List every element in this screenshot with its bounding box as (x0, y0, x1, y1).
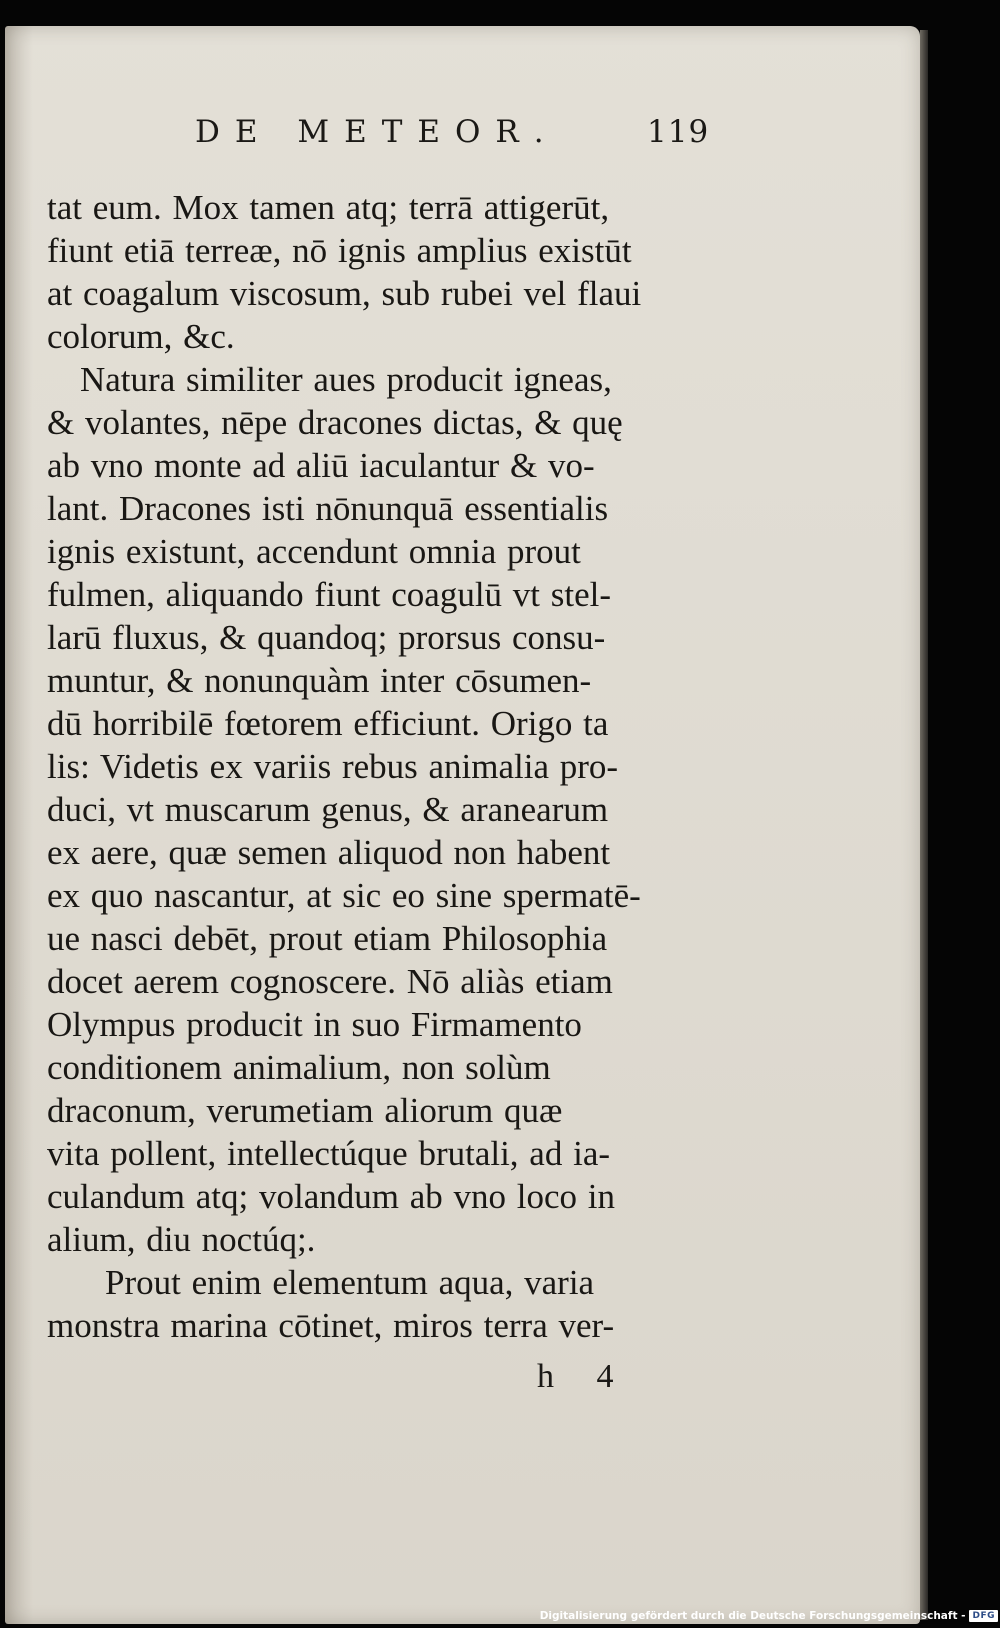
text-line: alium, diu noctúq;. (47, 1220, 316, 1259)
text-line: culandum atq; volandum ab vno loco in (47, 1177, 616, 1216)
text-line: Prout enim elementum aqua, varia (105, 1263, 595, 1302)
text-line: & volantes, nēpe dracones dictas, & quę (47, 403, 623, 442)
page-header (5, 114, 710, 164)
book-page (5, 26, 920, 1624)
text-line: fulmen, aliquando fiunt coagulū vt stel- (47, 575, 612, 614)
text-line: Olympus producit in suo Firmamento (47, 1005, 582, 1044)
signature-mark: h 4 (537, 1358, 614, 1395)
text-line: dū horribilē fœtorem efficiunt. Origo ta (47, 704, 609, 743)
text-line: fiunt etiā terreæ, nō ignis amplius existūt (47, 231, 632, 270)
text-line: larū fluxus, & quandoq; prorsus consu- (47, 618, 606, 657)
text-line: lis: Videtis ex variis rebus animalia pro- (47, 747, 619, 786)
digitization-credit (540, 1607, 998, 1625)
text-line: tat eum. Mox tamen atq; terrā attigerūt, (47, 188, 610, 227)
text-line: ab vno monte ad aliū iaculantur & vo- (47, 446, 595, 485)
text-line: conditionem animalium, non solùm (47, 1048, 551, 1087)
text-line: draconum, verumetiam aliorum quæ (47, 1091, 563, 1130)
dfg-logo: DFG (969, 1610, 998, 1622)
text-line: ignis existunt, accendunt omnia prout (47, 532, 581, 571)
text-line: at coagalum viscosum, sub rubei vel flaui (47, 274, 642, 313)
text-line: monstra marina cōtinet, miros terra ver- (47, 1306, 615, 1345)
text-line: duci, vt muscarum genus, & aranearum (47, 790, 609, 829)
text-line: docet aerem cognoscere. Nō aliàs etiam (47, 962, 613, 1001)
text-line: ex aere, quæ semen aliquod non habent (47, 833, 611, 872)
credit-text: Digitalisierung gefördert durch die Deutsche Forschungsgemeinschaft - (539, 1610, 966, 1622)
page-number: 119 (647, 114, 710, 150)
page-edge (920, 30, 928, 1620)
text-line: vita pollent, intellectúque brutali, ad ia- (47, 1134, 611, 1173)
running-head: DE METEOR. (195, 114, 559, 150)
text-line: ex quo nascantur, at sic eo sine spermatē- (47, 876, 641, 915)
text-line: ue nasci debēt, prout etiam Philosophia (47, 919, 608, 958)
text-line: Natura similiter aues producit igneas, (80, 360, 612, 399)
text-line: colorum, &c. (47, 317, 235, 356)
text-line: lant. Dracones isti nōnunquā essentialis (47, 489, 609, 528)
text-line: muntur, & nonunquàm inter cōsumen- (47, 661, 592, 700)
